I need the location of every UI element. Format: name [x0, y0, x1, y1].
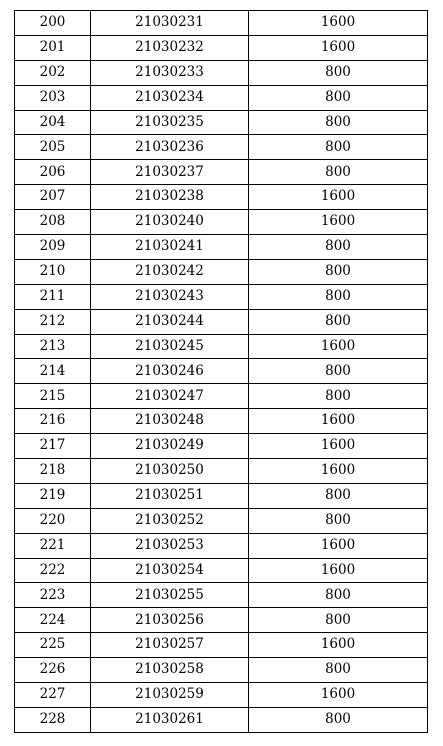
- id-cell: 21030232: [91, 35, 249, 60]
- id-cell: 21030250: [91, 459, 249, 484]
- id-cell: 21030251: [91, 483, 249, 508]
- row-index-cell: 206: [15, 160, 91, 185]
- table-row: [15, 707, 428, 732]
- amount-cell: 1600: [249, 533, 428, 558]
- amount-cell: 1600: [249, 409, 428, 434]
- amount-cell: 800: [249, 583, 428, 608]
- id-cell: 21030257: [91, 633, 249, 658]
- row-index-cell: 228: [15, 707, 91, 732]
- table-row: [15, 334, 428, 359]
- table-row: [15, 185, 428, 210]
- row-index-cell: 216: [15, 409, 91, 434]
- row-index-cell: 210: [15, 259, 91, 284]
- table-row: [15, 85, 428, 110]
- row-index-cell: 202: [15, 60, 91, 85]
- id-cell: 21030246: [91, 359, 249, 384]
- amount-cell: 1600: [249, 558, 428, 583]
- table-row: [15, 483, 428, 508]
- amount-cell: 1600: [249, 35, 428, 60]
- amount-cell: 800: [249, 60, 428, 85]
- amount-cell: 800: [249, 259, 428, 284]
- id-cell: 21030237: [91, 160, 249, 185]
- amount-cell: 800: [249, 359, 428, 384]
- amount-cell: 800: [249, 508, 428, 533]
- row-index-cell: 223: [15, 583, 91, 608]
- id-cell: 21030249: [91, 434, 249, 459]
- table-row: [15, 35, 428, 60]
- table-row: [15, 459, 428, 484]
- table-row: [15, 583, 428, 608]
- row-index-cell: 219: [15, 483, 91, 508]
- id-cell: 21030259: [91, 683, 249, 708]
- amount-cell: 1600: [249, 185, 428, 210]
- id-cell: 21030238: [91, 185, 249, 210]
- row-index-cell: 214: [15, 359, 91, 384]
- table-row: [15, 508, 428, 533]
- amount-cell: 1600: [249, 459, 428, 484]
- table-row: [15, 284, 428, 309]
- id-cell: 21030231: [91, 11, 249, 36]
- id-cell: 21030234: [91, 85, 249, 110]
- amount-cell: 800: [249, 608, 428, 633]
- amount-cell: 1600: [249, 210, 428, 235]
- id-cell: 21030242: [91, 259, 249, 284]
- id-cell: 21030235: [91, 110, 249, 135]
- row-index-cell: 204: [15, 110, 91, 135]
- id-cell: 21030248: [91, 409, 249, 434]
- table-row: [15, 384, 428, 409]
- table-row: [15, 11, 428, 36]
- table-row: [15, 210, 428, 235]
- table-row: [15, 259, 428, 284]
- id-cell: 21030254: [91, 558, 249, 583]
- amount-cell: 800: [249, 384, 428, 409]
- row-index-cell: 226: [15, 658, 91, 683]
- amount-cell: 1600: [249, 633, 428, 658]
- row-index-cell: 221: [15, 533, 91, 558]
- amount-cell: 800: [249, 135, 428, 160]
- row-index-cell: 213: [15, 334, 91, 359]
- table-body: [15, 11, 428, 733]
- row-index-cell: 211: [15, 284, 91, 309]
- amount-cell: 800: [249, 284, 428, 309]
- amount-cell: 800: [249, 658, 428, 683]
- amount-cell: 1600: [249, 11, 428, 36]
- table-row: [15, 235, 428, 260]
- id-cell: 21030233: [91, 60, 249, 85]
- row-index-cell: 222: [15, 558, 91, 583]
- row-index-cell: 217: [15, 434, 91, 459]
- table-row: [15, 110, 428, 135]
- id-cell: 21030261: [91, 707, 249, 732]
- amount-cell: 1600: [249, 334, 428, 359]
- id-cell: 21030240: [91, 210, 249, 235]
- id-cell: 21030247: [91, 384, 249, 409]
- table-row: [15, 434, 428, 459]
- row-index-cell: 200: [15, 11, 91, 36]
- table-row: [15, 683, 428, 708]
- id-cell: 21030243: [91, 284, 249, 309]
- amount-cell: 800: [249, 160, 428, 185]
- table-row: [15, 359, 428, 384]
- amount-cell: 800: [249, 110, 428, 135]
- row-index-cell: 220: [15, 508, 91, 533]
- row-index-cell: 225: [15, 633, 91, 658]
- row-index-cell: 227: [15, 683, 91, 708]
- table-row: [15, 608, 428, 633]
- row-index-cell: 208: [15, 210, 91, 235]
- amount-cell: 1600: [249, 434, 428, 459]
- table-row: [15, 633, 428, 658]
- row-index-cell: 209: [15, 235, 91, 260]
- row-index-cell: 201: [15, 35, 91, 60]
- table-row: [15, 135, 428, 160]
- id-cell: 21030244: [91, 309, 249, 334]
- table-row: [15, 409, 428, 434]
- amount-cell: 800: [249, 309, 428, 334]
- id-cell: 21030253: [91, 533, 249, 558]
- id-cell: 21030255: [91, 583, 249, 608]
- row-index-cell: 215: [15, 384, 91, 409]
- amount-cell: 1600: [249, 683, 428, 708]
- row-index-cell: 205: [15, 135, 91, 160]
- table-row: [15, 160, 428, 185]
- row-index-cell: 207: [15, 185, 91, 210]
- row-index-cell: 212: [15, 309, 91, 334]
- id-cell: 21030252: [91, 508, 249, 533]
- id-cell: 21030236: [91, 135, 249, 160]
- id-cell: 21030256: [91, 608, 249, 633]
- amount-cell: 800: [249, 707, 428, 732]
- amount-cell: 800: [249, 483, 428, 508]
- amount-cell: 800: [249, 85, 428, 110]
- row-index-cell: 218: [15, 459, 91, 484]
- table-row: [15, 658, 428, 683]
- id-cell: 21030245: [91, 334, 249, 359]
- row-index-cell: 203: [15, 85, 91, 110]
- id-cell: 21030258: [91, 658, 249, 683]
- table-row: [15, 533, 428, 558]
- id-cell: 21030241: [91, 235, 249, 260]
- row-index-cell: 224: [15, 608, 91, 633]
- table-row: [15, 558, 428, 583]
- table-row: [15, 309, 428, 334]
- data-table: [14, 10, 428, 733]
- amount-cell: 800: [249, 235, 428, 260]
- table-row: [15, 60, 428, 85]
